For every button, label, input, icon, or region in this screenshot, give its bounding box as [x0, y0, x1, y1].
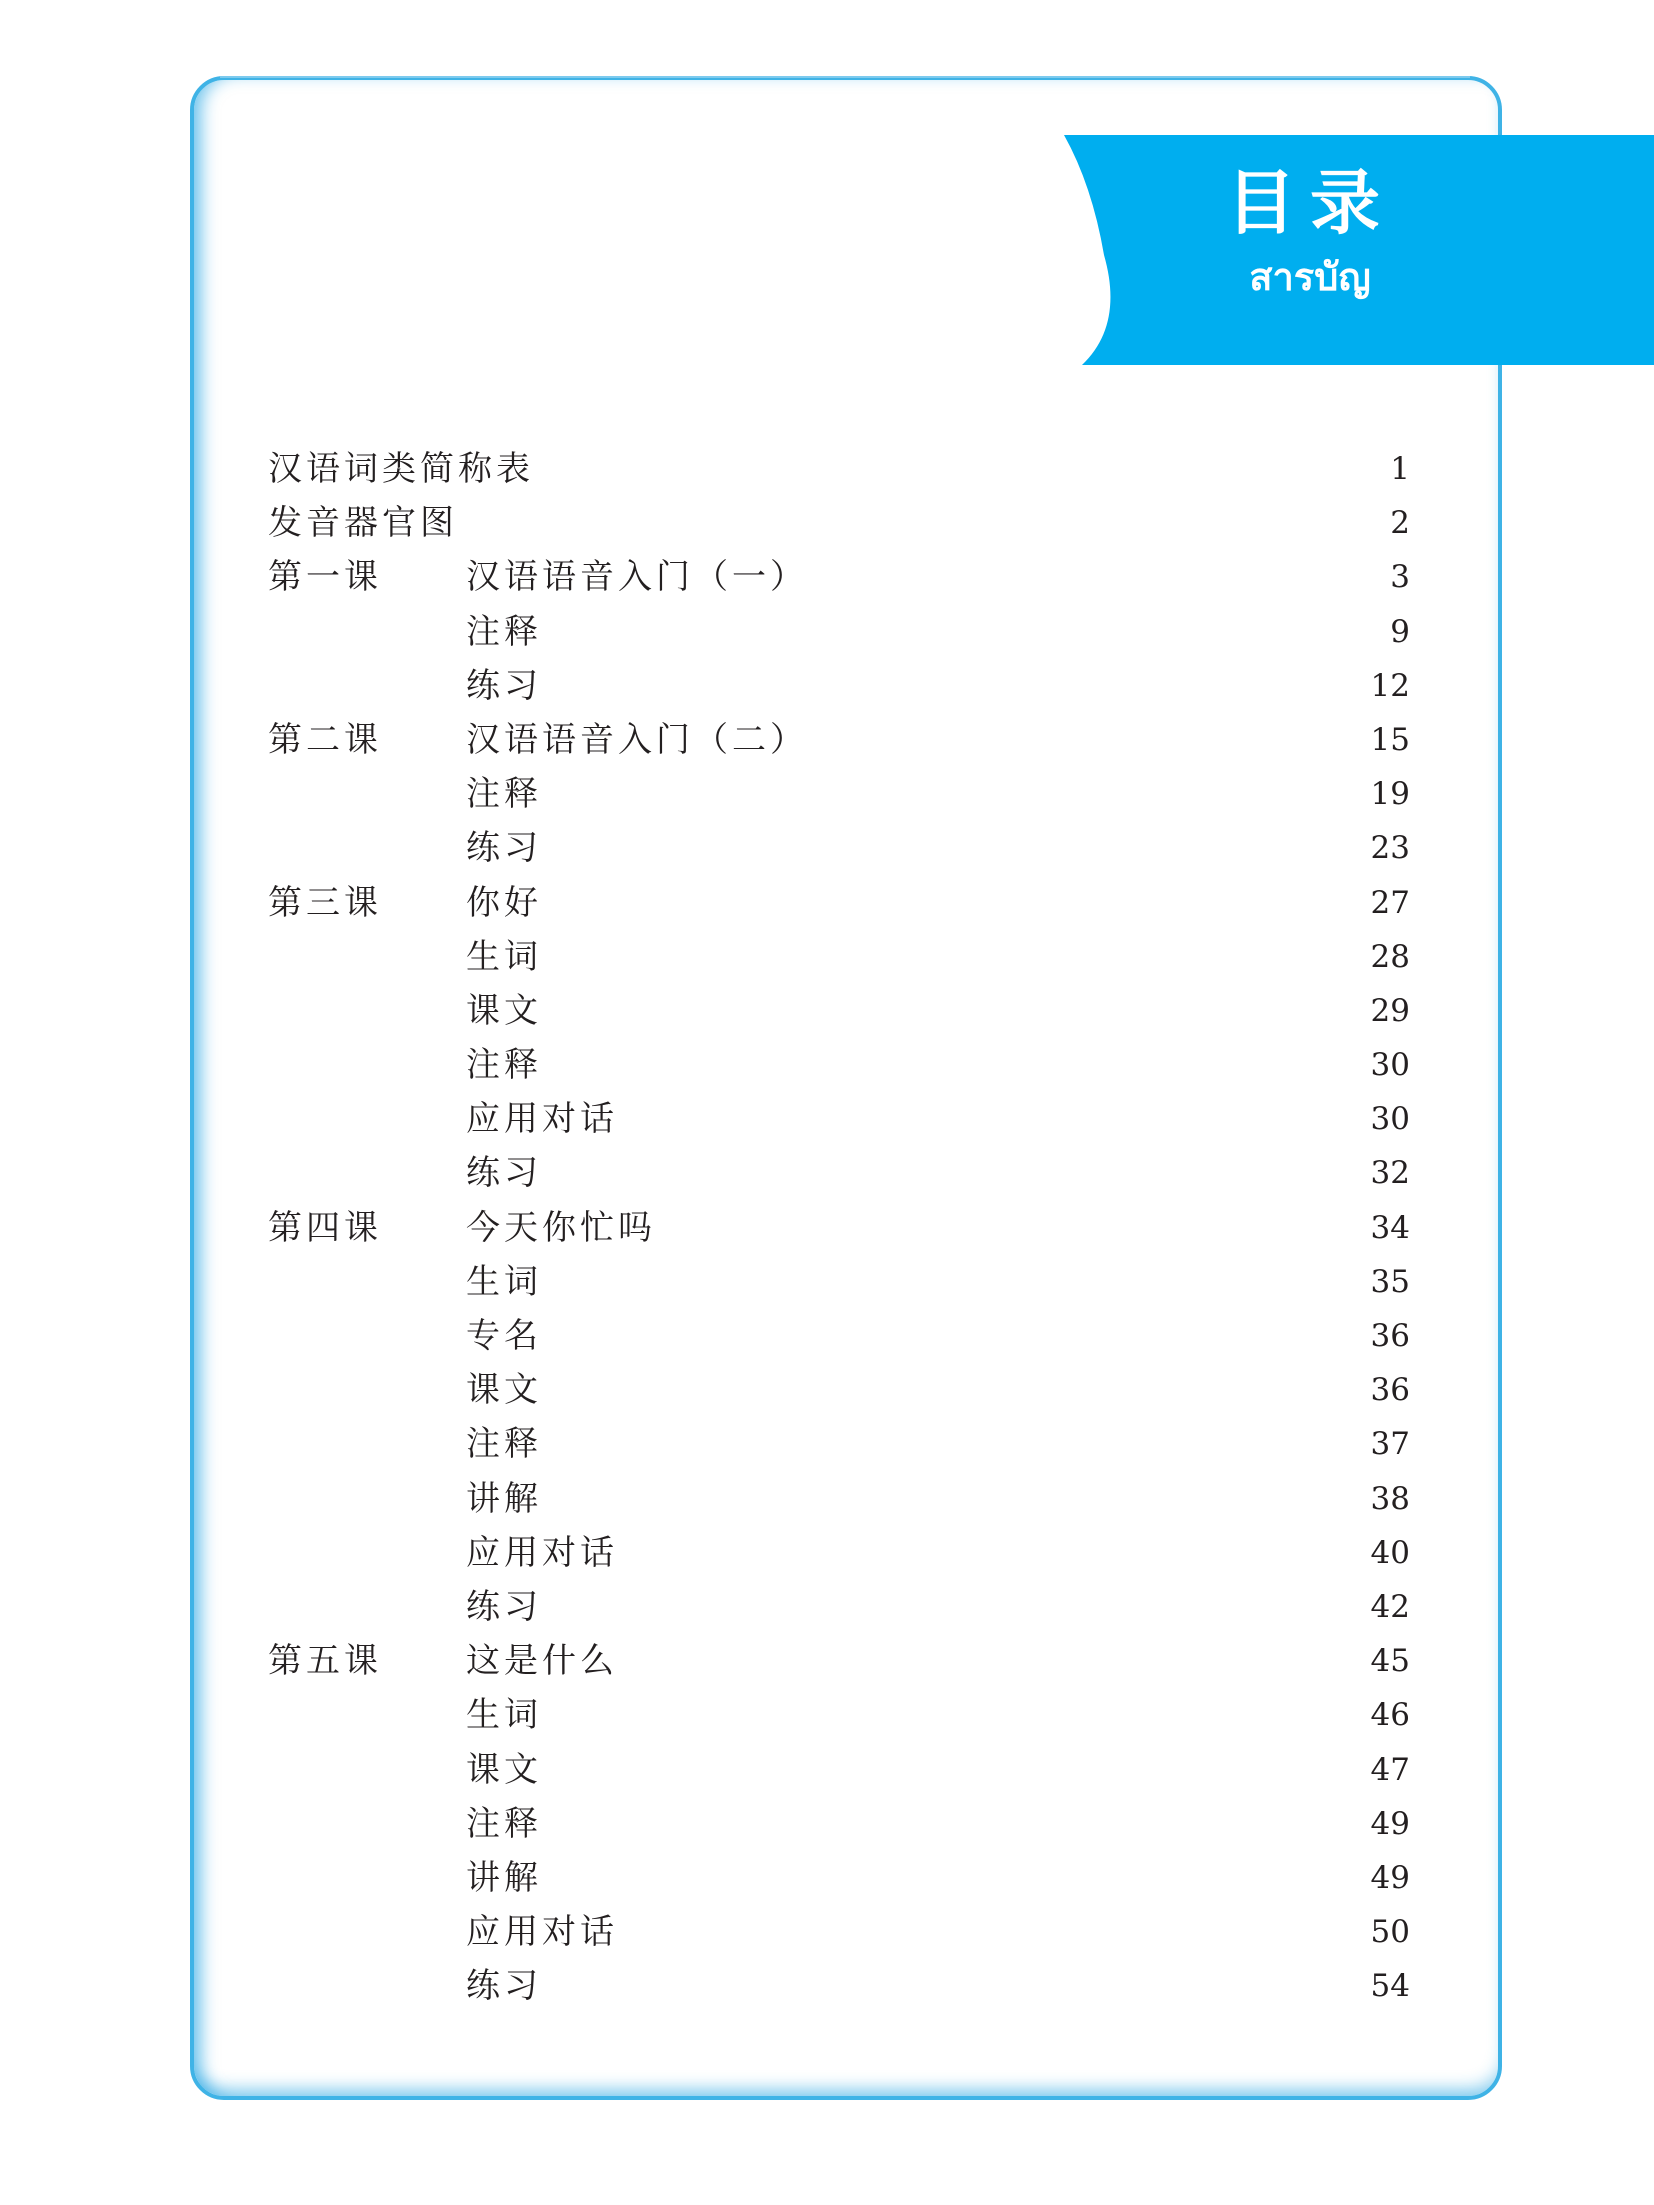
toc-page-number: 19: [1370, 776, 1410, 813]
toc-entry-title: 课文: [466, 990, 542, 1031]
toc-page-number: 36: [1370, 1372, 1410, 1409]
toc-page-number: 1: [1390, 451, 1410, 487]
toc-entry-title: 注释: [466, 1803, 542, 1844]
toc-page-number: 49: [1370, 1805, 1410, 1842]
toc-page-number: 29: [1370, 992, 1410, 1029]
toc-entry-title: 你好: [466, 882, 542, 923]
toc-lesson-label: 第五课: [268, 1641, 382, 1682]
toc-entry[interactable]: [268, 767, 1410, 821]
toc-entry[interactable]: [268, 442, 1410, 496]
toc-entry[interactable]: [268, 1363, 1410, 1417]
toc-page-number: 36: [1370, 1318, 1410, 1354]
toc-entry[interactable]: [268, 1417, 1410, 1471]
toc-entry[interactable]: [268, 821, 1410, 875]
toc-entry-title: 注释: [466, 611, 542, 652]
toc-entry-title: 汉语词类简称表: [268, 449, 534, 489]
toc-entry-title: 今天你忙吗: [466, 1207, 656, 1248]
toc-entry-title: 生词: [466, 1695, 542, 1736]
toc-page-number: 54: [1370, 1968, 1410, 2005]
toc-entry-title: 课文: [466, 1749, 542, 1790]
toc-entry-title: 练习: [466, 1966, 542, 2007]
toc-entry[interactable]: [268, 659, 1410, 713]
toc-page-number: 23: [1370, 830, 1410, 867]
page-subtitle: สารบัญ: [1249, 255, 1371, 299]
toc-entry-title: 注释: [466, 1045, 542, 1086]
toc-page-number: 28: [1370, 938, 1410, 975]
toc-entry[interactable]: [268, 1959, 1410, 2013]
toc-page-number: 34: [1370, 1209, 1410, 1246]
toc-page-number: 40: [1370, 1534, 1410, 1571]
toc-page-number: 50: [1370, 1914, 1410, 1951]
toc-entry-title: 应用对话: [466, 1099, 618, 1140]
toc-entry-title: 注释: [466, 1424, 542, 1465]
toc-page-number: 37: [1370, 1426, 1410, 1463]
page-title: 目录: [1226, 162, 1394, 244]
table-of-contents: [268, 442, 1410, 2013]
toc-entry-title: 这是什么: [466, 1641, 618, 1682]
toc-entry[interactable]: [268, 984, 1410, 1038]
toc-entry[interactable]: [268, 876, 1410, 930]
toc-entry[interactable]: [268, 1905, 1410, 1959]
toc-entry-title: 生词: [466, 1261, 542, 1302]
toc-entry[interactable]: [268, 496, 1410, 550]
toc-lesson-label: 第二课: [268, 719, 382, 760]
toc-entry-title: 汉语语音入门（二）: [466, 719, 808, 760]
toc-entry[interactable]: [268, 1851, 1410, 1905]
toc-entry-title: 讲解: [466, 1478, 542, 1519]
toc-lesson-label: 第三课: [268, 882, 382, 923]
toc-page-number: 3: [1390, 559, 1410, 596]
toc-entry[interactable]: [268, 1255, 1410, 1309]
toc-entry[interactable]: [268, 930, 1410, 984]
toc-entry-title: 练习: [466, 1153, 542, 1194]
toc-entry[interactable]: [268, 1580, 1410, 1634]
toc-entry[interactable]: [268, 605, 1410, 659]
toc-page-number: 45: [1370, 1643, 1410, 1680]
toc-entry-title: 课文: [466, 1370, 542, 1411]
toc-page-number: 2: [1390, 505, 1410, 542]
toc-entry[interactable]: [268, 1092, 1410, 1146]
toc-entry-title: 练习: [466, 665, 542, 706]
toc-entry[interactable]: [268, 1146, 1410, 1200]
toc-entry[interactable]: [268, 1201, 1410, 1255]
toc-page-number: 27: [1370, 884, 1410, 921]
toc-entry-title: 发音器官图: [268, 503, 458, 544]
toc-entry-title: 练习: [466, 1586, 542, 1627]
toc-page-number: 35: [1370, 1263, 1410, 1300]
toc-entry[interactable]: [268, 550, 1410, 604]
toc-entry-title: 练习: [466, 828, 542, 869]
toc-entry[interactable]: [268, 713, 1410, 767]
toc-page-number: 49: [1370, 1859, 1410, 1896]
toc-lesson-label: 第四课: [268, 1207, 382, 1248]
toc-page-number: 30: [1370, 1047, 1410, 1084]
frame-top-line: [220, 76, 1470, 78]
toc-entry-title: 汉语语音入门（一）: [466, 557, 808, 598]
toc-page-number: 9: [1390, 613, 1410, 650]
toc-entry[interactable]: [268, 1472, 1410, 1526]
toc-page-number: 12: [1370, 667, 1410, 704]
toc-entry[interactable]: [268, 1743, 1410, 1797]
toc-entry-title: 注释: [466, 774, 542, 815]
toc-entry-title: 专名: [466, 1316, 542, 1356]
toc-entry-title: 生词: [466, 936, 542, 977]
toc-entry[interactable]: [268, 1688, 1410, 1742]
toc-entry-title: 讲解: [466, 1857, 542, 1898]
toc-entry[interactable]: [268, 1309, 1410, 1363]
toc-page-number: 46: [1370, 1697, 1410, 1734]
toc-lesson-label: 第一课: [268, 557, 382, 598]
toc-entry-title: 应用对话: [466, 1912, 618, 1953]
toc-entry-title: 应用对话: [466, 1532, 618, 1573]
toc-page-number: 47: [1370, 1751, 1410, 1788]
toc-page-number: 42: [1370, 1588, 1410, 1625]
toc-page-number: 38: [1370, 1480, 1410, 1517]
toc-entry[interactable]: [268, 1526, 1410, 1580]
toc-entry[interactable]: [268, 1634, 1410, 1688]
toc-entry[interactable]: [268, 1038, 1410, 1092]
toc-entry[interactable]: [268, 1797, 1410, 1851]
toc-page-number: 30: [1370, 1101, 1410, 1138]
toc-page-number: 32: [1370, 1155, 1410, 1192]
toc-page-number: 15: [1370, 721, 1410, 758]
